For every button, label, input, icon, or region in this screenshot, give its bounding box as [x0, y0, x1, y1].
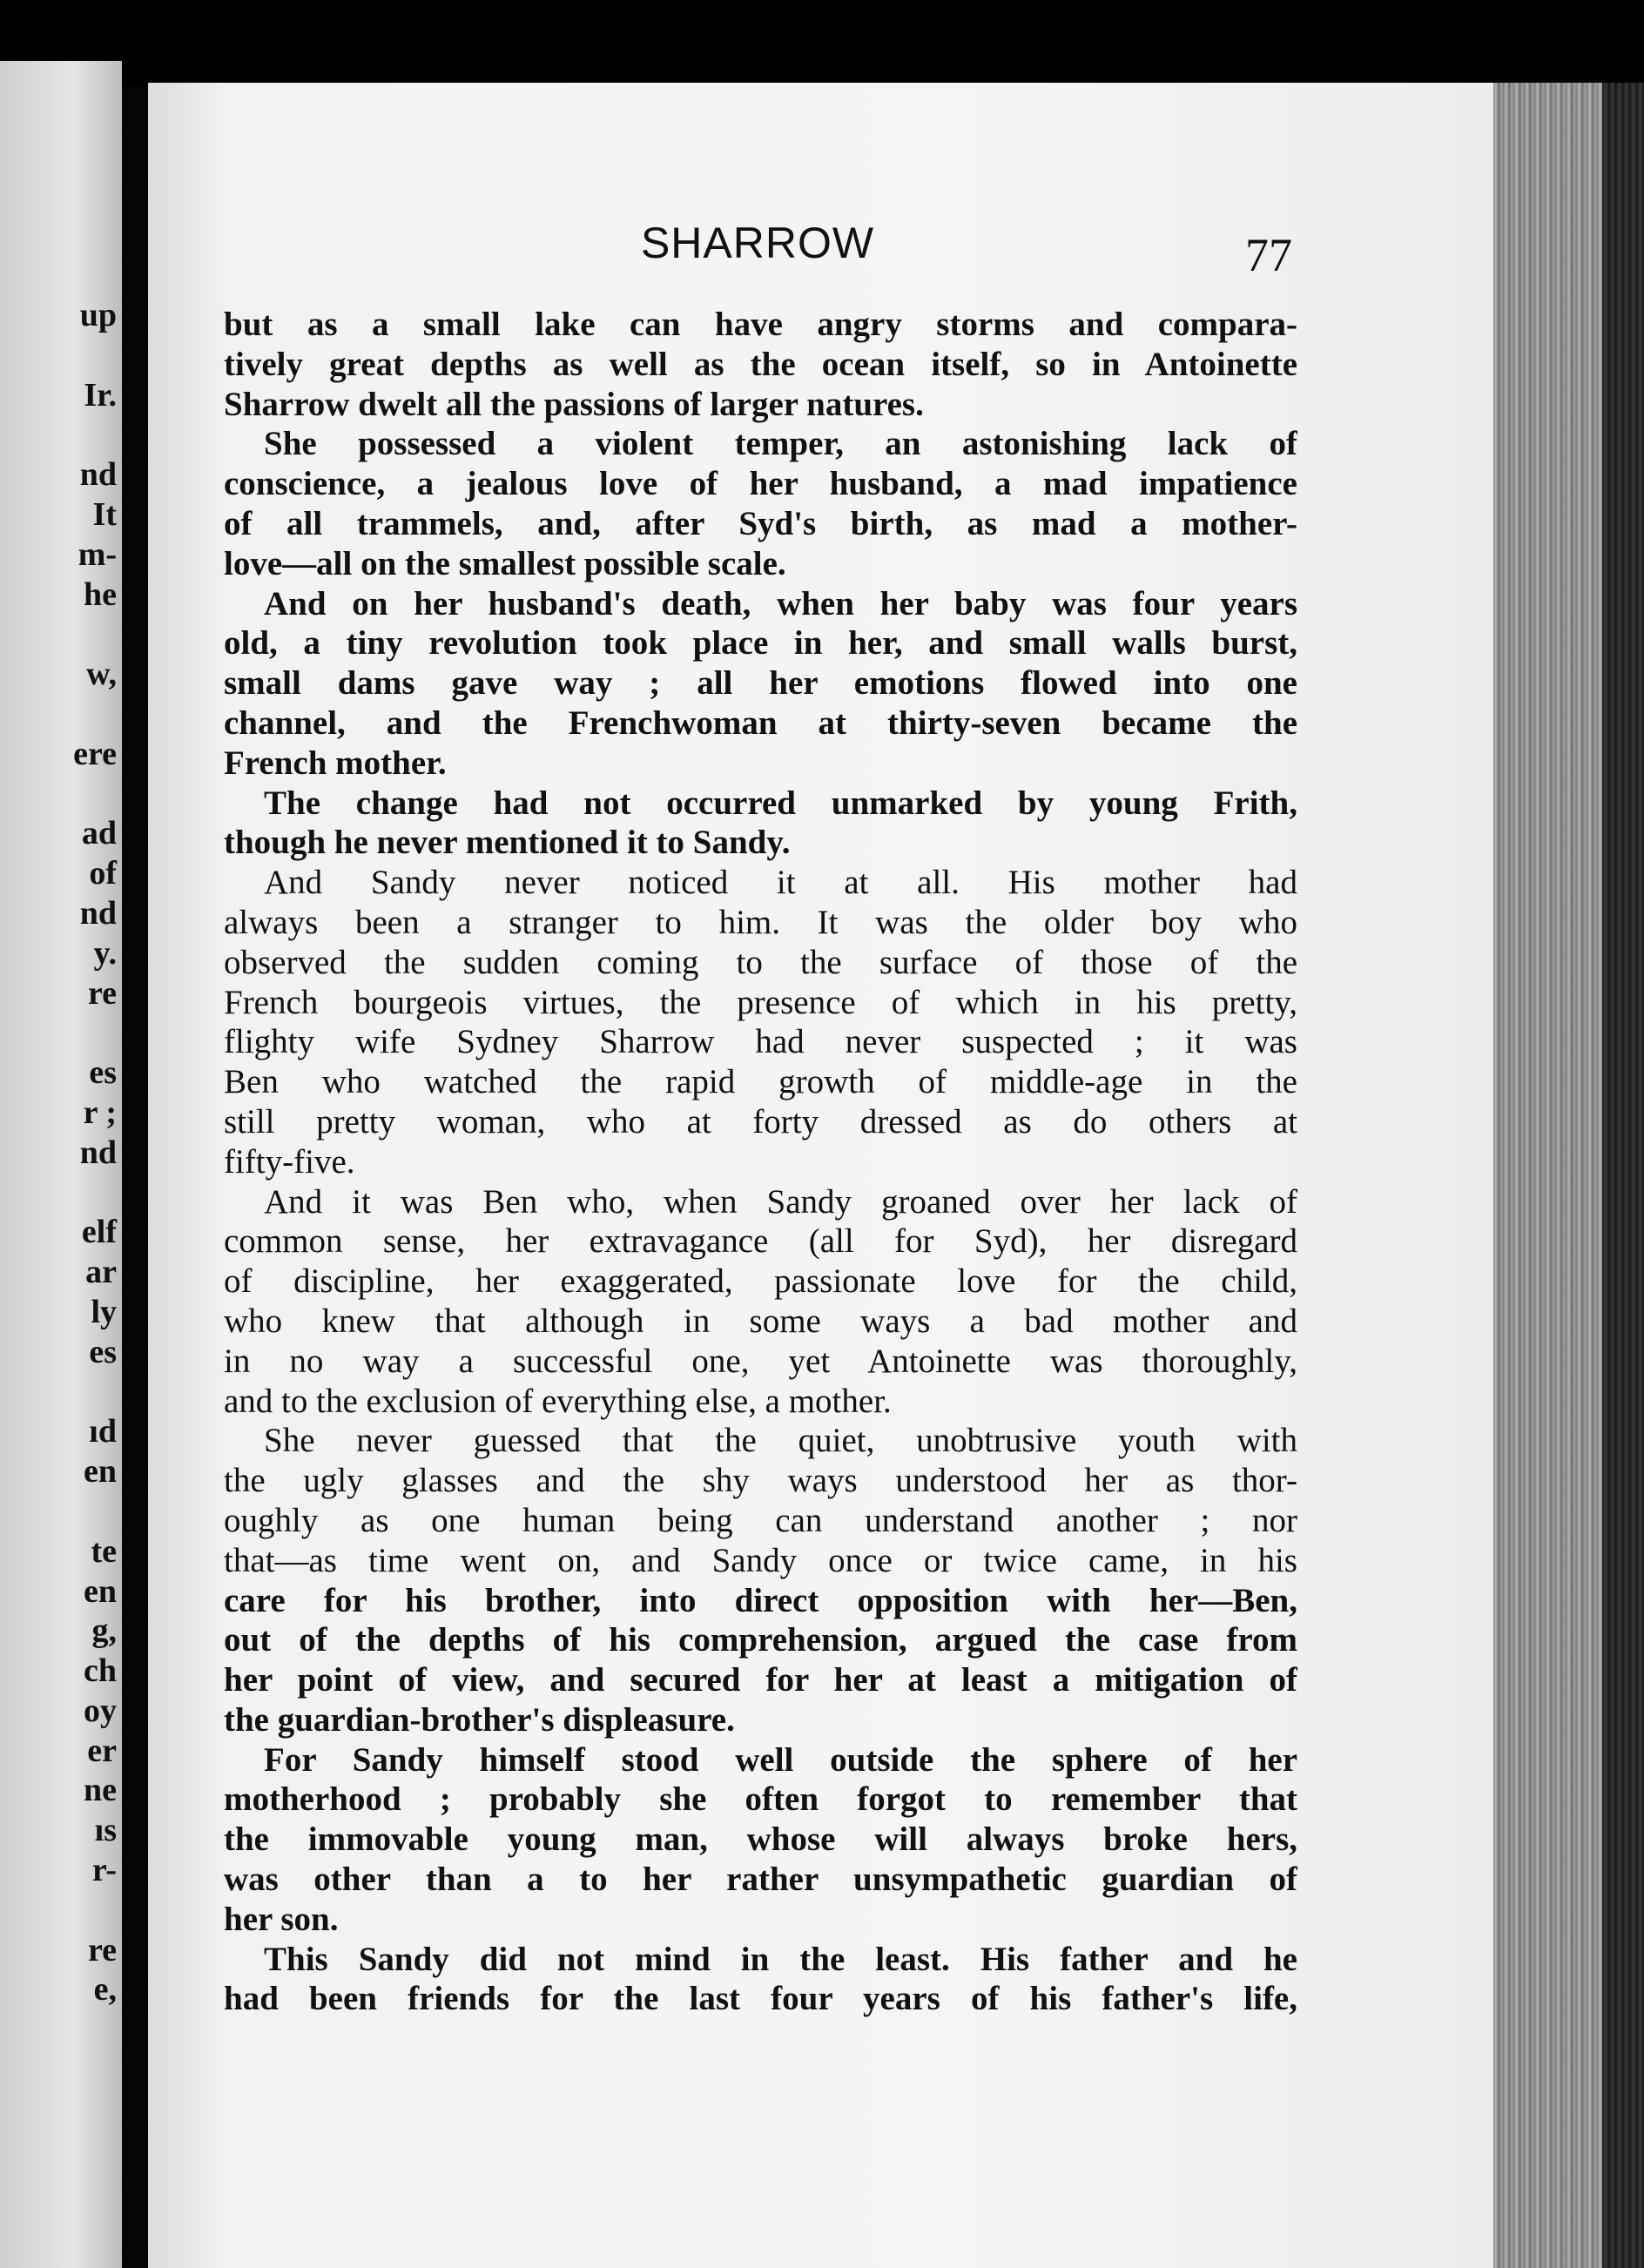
facing-page-fragment: ch: [84, 1652, 117, 1690]
text-line: oughly as one human being can understand another ; nor: [224, 1501, 1297, 1539]
facing-page-fragment: [12, 415, 117, 455]
text-line: French mother.: [224, 744, 447, 782]
facing-page-fragment: ly: [91, 1293, 117, 1330]
facing-page-fragment: [12, 1013, 117, 1053]
text-line: old, a tiny revolution took place in her, and small walls burst,: [224, 624, 1297, 663]
facing-page-fragment: y.: [93, 934, 117, 972]
text-line: French bourgeois virtues, the presence of which in his pretty,: [224, 983, 1297, 1021]
facing-page-fragment: nd: [79, 456, 117, 494]
text-line: of all trammels, and, after Syd's birth, as mad a mother-: [224, 504, 1297, 542]
facing-page-fragment: en: [84, 1453, 117, 1491]
facing-page-fragment: It: [92, 495, 117, 533]
facing-page-fragment: e,: [93, 1971, 117, 2009]
text-line: She possessed a violent temper, an astonishing lack of: [264, 425, 1297, 463]
text-line: was other than a to her rather unsympathetic guardian of: [224, 1861, 1297, 1899]
text-line: The change had not occurred unmarked by young Frith,: [264, 784, 1297, 822]
text-line: who knew that although in some ways a bad mother and: [224, 1302, 1297, 1340]
text-line: of discipline, her exaggerated, passionate love for the child,: [224, 1262, 1297, 1301]
facing-page-fragment: [12, 615, 117, 655]
book-cover-edge: [1602, 83, 1644, 2268]
text-line: still pretty woman, who at forty dressed as do others at: [224, 1102, 1297, 1141]
facing-page-fragment: [12, 1174, 117, 1214]
page-number: 77: [1245, 229, 1292, 281]
facing-page-fragment: [12, 775, 117, 815]
text-line: but as a small lake can have angry storms and compara-: [224, 306, 1297, 343]
facing-page-fragment: es: [89, 1333, 117, 1370]
facing-page-fragment: he: [84, 575, 117, 613]
text-line: common sense, her extravagance (all for Syd), her disregard: [224, 1222, 1297, 1261]
facing-page-fragment: m-: [77, 535, 117, 573]
text-line: her point of view, and secured for her at least a mitigation of: [224, 1661, 1297, 1699]
facing-page-fragment: of: [89, 855, 117, 892]
text-line: love—all on the smallest possible scale.: [224, 544, 786, 582]
text-line: had been friends for the last four years of his father's life,: [224, 1980, 1297, 2018]
facing-page-fragment: te: [91, 1532, 117, 1570]
facing-page-fragment: Ir.: [84, 376, 117, 414]
text-line: small dams gave way ; all her emotions flowed into one: [224, 664, 1297, 703]
body-text: [224, 305, 1297, 2019]
facing-page-fragment: ıd: [89, 1413, 117, 1450]
text-line: fifty-five.: [224, 1142, 355, 1181]
text-line: out of the depths of his comprehension, argued the case from: [224, 1621, 1297, 1659]
text-line: always been a stranger to him. It was the older boy who: [224, 903, 1297, 941]
facing-page-fragment: es: [89, 1054, 117, 1092]
text-line: Ben who watched the rapid growth of middle-age in the: [224, 1063, 1297, 1101]
text-line: tively great depths as well as the ocean itself, so in Antoinette: [224, 345, 1297, 383]
facing-page-fragment: er: [87, 1732, 117, 1769]
facing-page-fragment: nd: [79, 894, 117, 932]
text-line: Sharrow dwelt all the passions of larger natures.: [224, 385, 924, 423]
facing-page-fragment: en: [84, 1572, 117, 1610]
facing-page-fragment: w,: [86, 656, 117, 693]
facing-page-fragment: re: [87, 1931, 117, 1969]
text-line: care for his brother, into direct opposition with her—Ben,: [224, 1581, 1297, 1619]
facing-page-fragment: re: [87, 974, 117, 1012]
text-line: though he never mentioned it to Sandy.: [224, 824, 791, 862]
binding-gutter: [122, 87, 148, 2268]
facing-page-edge: [0, 61, 122, 2268]
facing-page-fragment: ıs: [94, 1812, 117, 1849]
text-line: motherhood ; probably she often forgot to remember that: [224, 1780, 1297, 1819]
facing-page-fragment: oy: [84, 1692, 117, 1729]
running-title: SHARROW: [640, 219, 875, 267]
text-line: And it was Ben who, when Sandy groaned over her lack of: [264, 1182, 1297, 1221]
text-line: observed the sudden coming to the surface of those of the: [224, 943, 1297, 981]
text-line: She never guessed that the quiet, unobtrusive youth with: [264, 1422, 1297, 1460]
text-line: the immovable young man, whose will always broke hers,: [224, 1820, 1297, 1859]
facing-page-fragment: nd: [79, 1134, 117, 1171]
text-line: For Sandy himself stood well outside the sphere of her: [264, 1740, 1297, 1779]
facing-page-fragment: ad: [81, 815, 117, 852]
facing-page-fragment: up: [79, 297, 117, 333]
facing-page-fragment: [12, 695, 117, 735]
facing-page-fragment: elf: [81, 1214, 117, 1251]
facing-page-fragment: g,: [91, 1612, 117, 1650]
facing-page-fragment: r ;: [83, 1094, 117, 1131]
facing-page-text-fragments: [12, 296, 117, 2010]
text-line: the guardian-brother's displeasure.: [224, 1700, 735, 1739]
facing-page-fragment: r-: [91, 1852, 117, 1889]
text-line: And Sandy never noticed it at all. His mother had: [264, 864, 1297, 902]
text-line: channel, and the Frenchwoman at thirty-seven became the: [224, 703, 1297, 742]
text-line: that—as time went on, and Sandy once or twice came, in his: [224, 1541, 1297, 1579]
text-line: in no way a successful one, yet Antoinette was thoroughly,: [224, 1342, 1297, 1380]
text-line: And on her husband's death, when her baby was four years: [264, 584, 1297, 623]
text-line: her son.: [224, 1900, 339, 1938]
text-line: flighty wife Sydney Sharrow had never suspected ; it was: [224, 1023, 1297, 1061]
facing-page-fragment: [12, 1891, 117, 1931]
text-line: This Sandy did not mind in the least. His father and he: [264, 1940, 1297, 1978]
text-line: and to the exclusion of everything else, a mother.: [224, 1382, 892, 1420]
text-line: the ugly glasses and the shy ways understood her as thor-: [224, 1462, 1297, 1500]
facing-page-fragment: ne: [84, 1772, 117, 1809]
facing-page-fragment: ar: [85, 1254, 117, 1291]
facing-page-fragment: ere: [73, 735, 117, 772]
text-line: conscience, a jealous love of her husband, a mad impatience: [224, 465, 1297, 503]
facing-page-fragment: [12, 1492, 117, 1532]
facing-page-fragment: [12, 336, 117, 376]
facing-page-fragment: [12, 1373, 117, 1413]
